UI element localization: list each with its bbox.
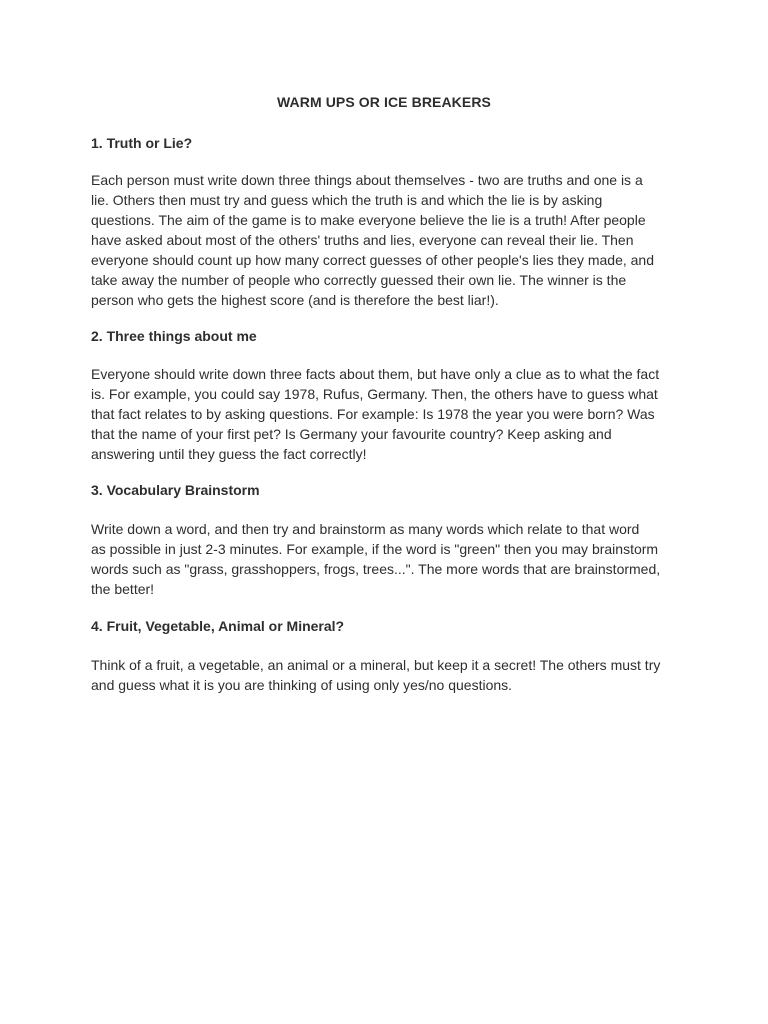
- paragraph-line: have asked about most of the others' truths and lies, everyone can reveal their lie. Then: [91, 232, 634, 248]
- section-body-vocabulary-brainstorm: [91, 519, 681, 599]
- paragraph-line: everyone should count up how many correct guesses of other people's lies they made, and: [91, 252, 655, 268]
- paragraph-line: and guess what it is you are thinking of using only yes/no questions.: [91, 677, 513, 693]
- section-heading-truth-or-lie: 1. Truth or Lie?: [91, 135, 193, 151]
- paragraph-line: that the name of your first pet? Is Germany your favourite country? Keep asking and: [91, 426, 612, 442]
- section-heading-three-things: 2. Three things about me: [91, 328, 257, 344]
- paragraph-line: Each person must write down three things about themselves - two are truths and one is a: [91, 172, 643, 188]
- paragraph-line: Write down a word, and then try and brainstorm as many words which relate to that word: [91, 521, 640, 537]
- paragraph-line: words such as "grass, grasshoppers, frogs, trees...". The more words that are brainstormed,: [91, 561, 661, 577]
- paragraph-line: person who gets the highest score (and is therefore the best liar!).: [91, 292, 499, 308]
- section-heading-vocabulary-brainstorm: 3. Vocabulary Brainstorm: [91, 482, 260, 498]
- section-heading-fruit-vegetable: 4. Fruit, Vegetable, Animal or Mineral?: [91, 618, 345, 634]
- paragraph-line: as possible in just 2-3 minutes. For example, if the word is "green" then you may brainstorm: [91, 541, 659, 557]
- paragraph-line: that fact relates to by asking questions. For example: Is 1978 the year you were born? Was: [91, 406, 655, 422]
- paragraph-line: questions. The aim of the game is to make everyone believe the lie is a truth! After people: [91, 212, 646, 228]
- section-body-fruit-vegetable: [91, 655, 681, 695]
- paragraph-line: Think of a fruit, a vegetable, an animal or a mineral, but keep it a secret! The others must try: [91, 657, 661, 673]
- paragraph-line: the better!: [91, 581, 155, 597]
- section-body-truth-or-lie: [91, 170, 681, 310]
- page-title: WARM UPS OR ICE BREAKERS: [277, 94, 491, 110]
- paragraph-line: Everyone should write down three facts about them, but have only a clue as to what the fact: [91, 366, 660, 382]
- paragraph-line: lie. Others then must try and guess which the truth is and which the lie is by asking: [91, 192, 603, 208]
- paragraph-line: answering until they guess the fact correctly!: [91, 446, 367, 462]
- paragraph-line: is. For example, you could say 1978, Rufus, Germany. Then, the others have to guess what: [91, 386, 658, 402]
- section-body-three-things: [91, 364, 681, 464]
- paragraph-line: take away the number of people who correctly guessed their own lie. The winner is the: [91, 272, 627, 288]
